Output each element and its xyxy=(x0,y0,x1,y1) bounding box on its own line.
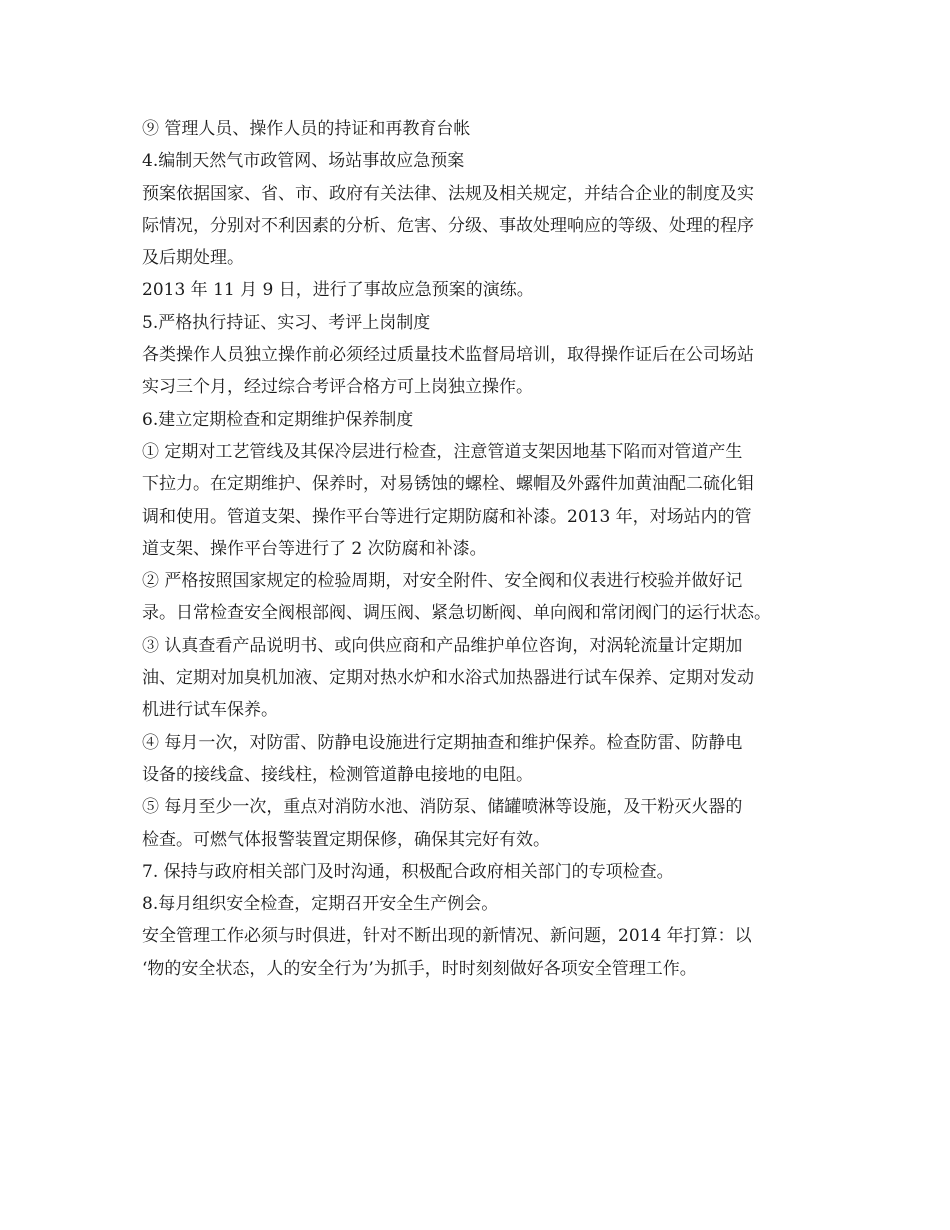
text-line: 检查。可燃气体报警装置定期保修，确保其完好有效。 xyxy=(142,829,550,850)
text-line: 安全管理工作必须与时俱进，针对不断出现的新情况、新问题，2014 年打算：以 xyxy=(142,926,752,947)
text-line: ⑨ 管理人员、操作人员的持证和再教育台帐 xyxy=(142,119,471,139)
section-heading: 6.建立定期检查和定期维护保养制度 xyxy=(142,409,414,430)
text-line: ③ 认真查看产品说明书、或向供应商和产品维护单位咨询，对涡轮流量计定期加 xyxy=(142,635,743,656)
text-line: ‘物的安全状态，人的安全行为’为抓手，时时刻刻做好各项安全管理工作。 xyxy=(142,958,697,979)
text-line: 实习三个月，经过综合考评合格方可上岗独立操作。 xyxy=(142,377,533,398)
text-line: ④ 每月一次，对防雷、防静电设施进行定期抽查和维护保养。检查防雷、防静电 xyxy=(142,732,743,753)
text-line: 际情况，分别对不利因素的分析、危害、分级、事故处理响应的等级、处理的程序 xyxy=(142,215,754,236)
section-heading: 4.编制天然气市政管网、场站事故应急预案 xyxy=(142,151,465,172)
text-line: 调和使用。管道支架、操作平台等进行定期防腐和补漆。2013 年，对场站内的管 xyxy=(142,506,752,527)
text-line: 机进行试车保养。 xyxy=(142,700,278,721)
section-heading: 8.每月组织安全检查，定期召开安全生产例会。 xyxy=(142,894,499,915)
text-line: 设备的接线盒、接线柱，检测管道静电接地的电阻。 xyxy=(142,764,533,785)
text-line: 下拉力。在定期维护、保养时，对易锈蚀的螺栓、螺帽及外露件加黄油配二硫化钼 xyxy=(142,474,754,495)
text-line: ① 定期对工艺管线及其保冷层进行检查，注意管道支架因地基下陷而对管道产生 xyxy=(142,441,743,462)
section-heading: 7. 保持与政府相关部门及时沟通，积极配合政府相关部门的专项检查。 xyxy=(142,861,674,882)
section-heading: 5.严格执行持证、实习、考评上岗制度 xyxy=(142,312,431,333)
text-line: 预案依据国家、省、市、政府有关法律、法规及相关规定，并结合企业的制度及实 xyxy=(142,183,754,204)
text-line: 及后期处理。 xyxy=(142,248,244,269)
document-body xyxy=(142,113,832,985)
text-line: 录。日常检查安全阀根部阀、调压阀、紧急切断阀、单向阀和常闭阀门的运行状态。 xyxy=(142,603,771,624)
text-line: 各类操作人员独立操作前必须经过质量技术监督局培训，取得操作证后在公司场站 xyxy=(142,345,754,366)
text-line: 2013 年 11 月 9 日，进行了事故应急预案的演练。 xyxy=(142,280,534,301)
text-line: 道支架、操作平台等进行了 2 次防腐和补漆。 xyxy=(142,538,487,559)
text-line: ⑤ 每月至少一次，重点对消防水池、消防泵、储罐喷淋等设施，及干粉灭火器的 xyxy=(142,797,743,818)
text-line: ② 严格按照国家规定的检验周期，对安全附件、安全阀和仪表进行校验并做好记 xyxy=(142,571,743,592)
text-line: 油、定期对加臭机加液、定期对热水炉和水浴式加热器进行试车保养、定期对发动 xyxy=(142,668,754,689)
